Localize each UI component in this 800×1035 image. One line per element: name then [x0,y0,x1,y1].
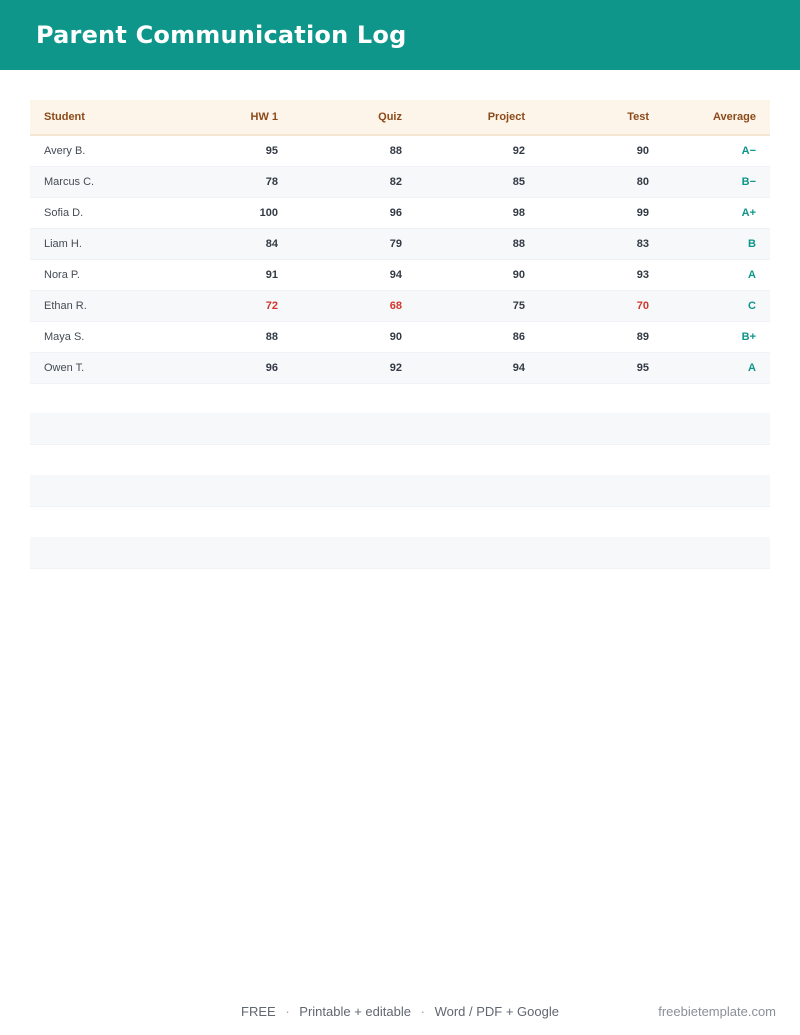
table-row [30,353,770,384]
footer-formats-label: Word / PDF + Google [434,1004,559,1019]
table-row [30,291,770,322]
page-title: Parent Communication Log [36,21,407,49]
footer-printable-label: Printable + editable [299,1004,411,1019]
table-row [30,260,770,291]
average-grade: A− [663,135,770,167]
hw1-score: 84 [172,229,292,260]
quiz-score: 79 [292,229,416,260]
table-row [30,135,770,167]
quiz-score: 94 [292,260,416,291]
average-grade: A [663,260,770,291]
project-score: 94 [416,353,539,384]
student-name: Ethan R. [30,291,172,322]
hw1-score: 72 [172,291,292,322]
average-grade: B [663,229,770,260]
hw1-score: 95 [172,135,292,167]
student-name: Avery B. [30,135,172,167]
student-name: Sofia D. [30,198,172,229]
test-score: 80 [539,167,663,198]
test-score: 89 [539,322,663,353]
hw1-score: 100 [172,198,292,229]
test-score: 99 [539,198,663,229]
average-grade: B+ [663,322,770,353]
average-grade: C [663,291,770,322]
table-row [30,229,770,260]
empty-row [30,475,770,507]
quiz-score: 88 [292,135,416,167]
grade-table-container [30,100,770,384]
footer-separator: · [420,1004,425,1019]
quiz-score: 68 [292,291,416,322]
student-name: Owen T. [30,353,172,384]
empty-row [30,444,770,476]
hw1-score: 96 [172,353,292,384]
project-score: 86 [416,322,539,353]
hw1-score: 78 [172,167,292,198]
column-header-hw1: HW 1 [172,100,292,135]
quiz-score: 96 [292,198,416,229]
grade-table [30,100,770,384]
table-row [30,167,770,198]
footer-free-label: FREE [241,1004,276,1019]
empty-row [30,413,770,445]
test-score: 95 [539,353,663,384]
page-footer [0,1004,800,1020]
average-grade: A+ [663,198,770,229]
project-score: 75 [416,291,539,322]
test-score: 83 [539,229,663,260]
table-row [30,198,770,229]
project-score: 92 [416,135,539,167]
average-grade: A [663,353,770,384]
project-score: 98 [416,198,539,229]
project-score: 85 [416,167,539,198]
empty-row [30,506,770,538]
column-header-average: Average [663,100,770,135]
table-header-row [30,100,770,135]
hw1-score: 91 [172,260,292,291]
column-header-project: Project [416,100,539,135]
student-name: Maya S. [30,322,172,353]
footer-site-link[interactable]: freebietemplate.com [658,1004,776,1019]
student-name: Liam H. [30,229,172,260]
average-grade: B− [663,167,770,198]
column-header-quiz: Quiz [292,100,416,135]
quiz-score: 82 [292,167,416,198]
column-header-student: Student [30,100,172,135]
student-name: Marcus C. [30,167,172,198]
quiz-score: 90 [292,322,416,353]
student-name: Nora P. [30,260,172,291]
page-header [0,0,800,70]
empty-row [30,537,770,569]
empty-row [30,382,770,414]
column-header-test: Test [539,100,663,135]
test-score: 93 [539,260,663,291]
project-score: 88 [416,229,539,260]
project-score: 90 [416,260,539,291]
test-score: 70 [539,291,663,322]
table-row [30,322,770,353]
quiz-score: 92 [292,353,416,384]
footer-separator: · [285,1004,290,1019]
test-score: 90 [539,135,663,167]
hw1-score: 88 [172,322,292,353]
